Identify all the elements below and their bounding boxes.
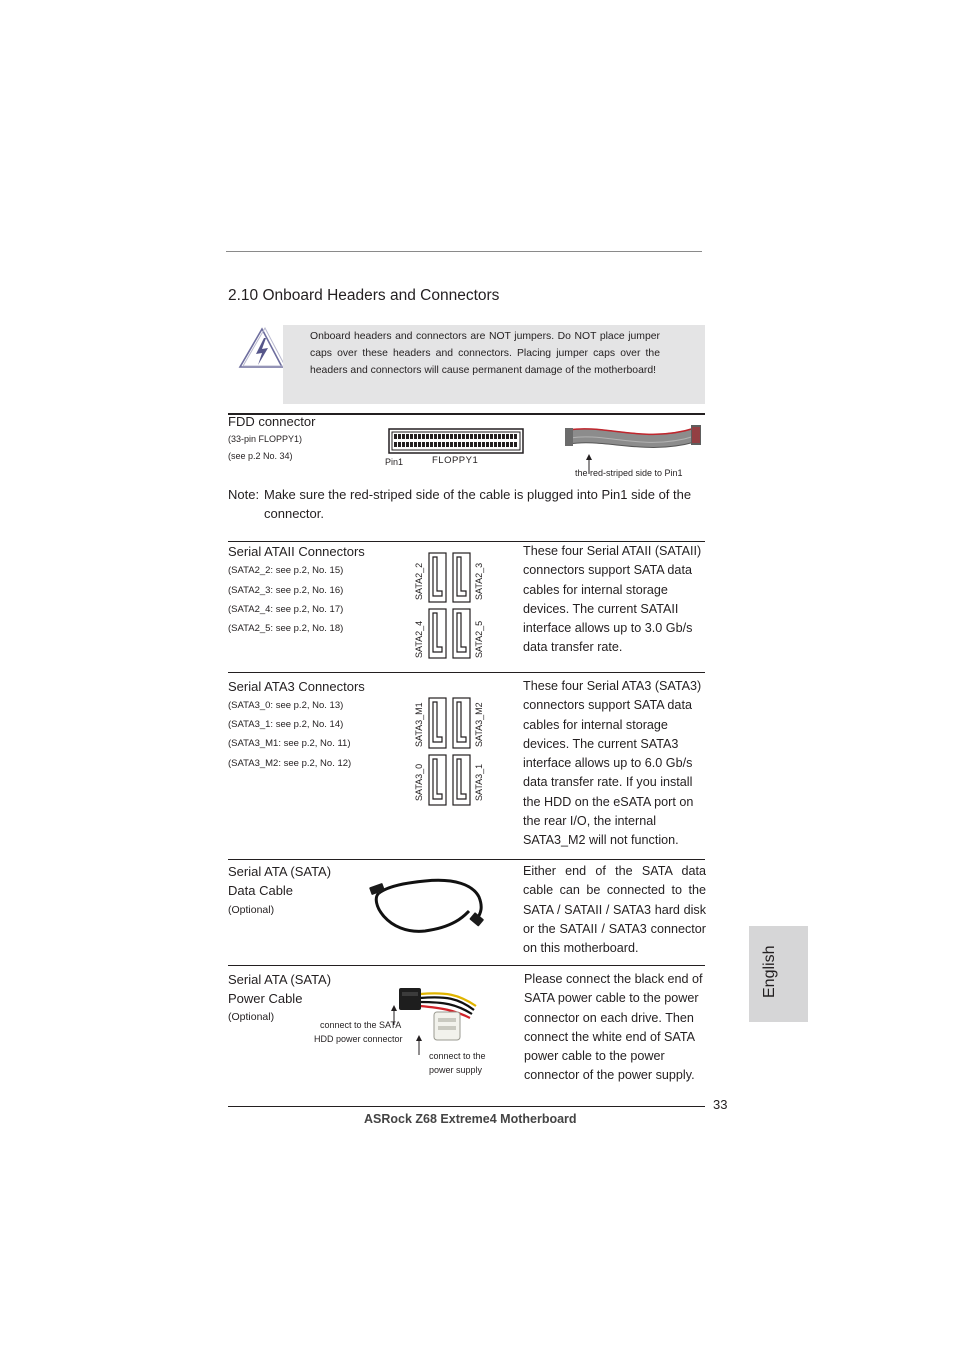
power-cable-rule <box>228 965 705 966</box>
sata3-port-label-2: SATA3_M2 <box>474 702 484 747</box>
sata-power-cable-image <box>396 980 488 1044</box>
sata3-ref-3: (SATA3_M1: see p.2, No. 11) <box>228 738 351 749</box>
fdd-pin1-label: Pin1 <box>385 457 404 467</box>
sata3-port-label-4: SATA3_1 <box>474 763 484 801</box>
sataii-ref-1: (SATA2_2: see p.2, No. 15) <box>228 565 344 576</box>
fdd-title: FDD connector <box>228 414 316 429</box>
caution-icon <box>237 326 285 370</box>
sataii-title: Serial ATAII Connectors <box>228 544 365 559</box>
sataii-port-label-3: SATA2_4 <box>414 620 424 658</box>
top-rule <box>226 251 702 252</box>
sataii-description: These four Serial ATAII (SATAII) connectors support SATA data cables for internal storage devices. The current SATAII interface allows up to 3.0 Gb/s data transfer rate. <box>523 544 702 655</box>
caution-text: Onboard headers and connectors are NOT jumpers. Do NOT place jumper caps over these headers and connectors. Placing jumper caps over the headers and connectors will cause permanent damage of the motherboard! <box>310 331 660 376</box>
data-cable-rule <box>228 859 705 860</box>
fdd-connector-label: FLOPPY1 <box>432 455 479 466</box>
sataii-port-label-2: SATA2_3 <box>474 562 484 600</box>
sata3-title: Serial ATA3 Connectors <box>228 679 365 694</box>
psu-side-arrow-icon <box>415 1035 423 1055</box>
sataii-ref-3: (SATA2_4: see p.2, No. 17) <box>228 604 344 615</box>
page-number: 33 <box>713 1097 728 1112</box>
sataii-ref-2: (SATA2_3: see p.2, No. 16) <box>228 585 344 596</box>
section-title: 2.10 Onboard Headers and Connectors <box>228 287 500 304</box>
sataii-ref-4: (SATA2_5: see p.2, No. 18) <box>228 623 344 634</box>
sata3-ref-2: (SATA3_1: see p.2, No. 14) <box>228 719 344 730</box>
fdd-note-label: Note: <box>228 487 260 502</box>
power-cable-title-1: Serial ATA (SATA) <box>228 972 332 987</box>
sataii-port-label-4: SATA2_5 <box>474 620 484 658</box>
power-caption-psu-1: connect to the <box>429 1051 486 1061</box>
sata3-ref-1: (SATA3_0: see p.2, No. 13) <box>228 700 344 711</box>
fdd-sub1: (33-pin FLOPPY1) <box>228 434 303 444</box>
footer-rule <box>228 1106 705 1107</box>
fdd-sub2: (see p.2 No. 34) <box>228 451 293 461</box>
power-cable-title-2: Power Cable <box>228 991 303 1006</box>
data-cable-description: Either end of the SATA data cable can be connected to the SATA / SATAII / SATA3 hard disk or the SATAII / SATA3 connector on this motherboard. <box>523 864 706 956</box>
footer-text: ASRock Z68 Extreme4 Motherboard <box>364 1112 577 1126</box>
sata3-ref-4: (SATA3_M2: see p.2, No. 12) <box>228 758 352 769</box>
fdd-note-text: Make sure the red-striped side of the cable is plugged into Pin1 side of the connector. <box>264 487 692 522</box>
sata3-port-label-3: SATA3_0 <box>414 763 424 801</box>
language-tab <box>749 926 808 1022</box>
power-caption-psu-2: power supply <box>429 1065 483 1075</box>
power-caption-sata-1: connect to the SATA <box>320 1020 402 1030</box>
data-cable-title-2: Data Cable <box>228 883 294 898</box>
sata3-port-label-1: SATA3_M1 <box>414 702 424 747</box>
language-tab-label: English <box>761 945 778 998</box>
power-cable-optional: (Optional) <box>228 1011 275 1023</box>
sata-data-cable-image <box>365 875 493 937</box>
floppy-connector-diagram <box>388 428 524 454</box>
fdd-cable-caption: the red-striped side to Pin1 <box>575 468 683 478</box>
sata3-rule <box>228 672 705 673</box>
power-caption-sata-2: HDD power connector <box>314 1034 403 1044</box>
caution-box <box>283 325 705 404</box>
data-cable-optional: (Optional) <box>228 904 275 916</box>
sataii-port-label-1: SATA2_2 <box>414 562 424 600</box>
data-cable-title-1: Serial ATA (SATA) <box>228 864 332 879</box>
sata3-description: These four Serial ATA3 (SATA3) connectors support SATA data cables for internal storage devices. The current SATA3 interface allows up to 6.0 Gb/s data transfer rate. If you install the HDD on the eSATA port on the rear I/O, the internal SATA3_M2 will not function. <box>523 679 702 848</box>
power-cable-description: Please connect the black end of SATA power cable to the power connector on each drive. Then connect the white end of SATA power cable to the power connector of the power supply. <box>524 972 703 1083</box>
